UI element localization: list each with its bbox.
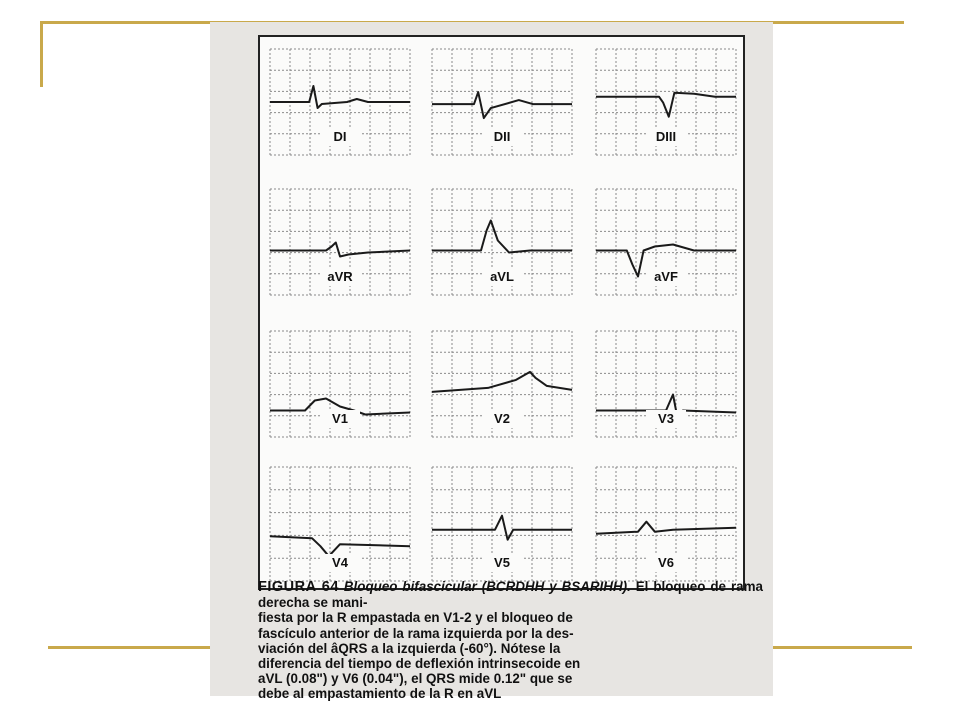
caption-line: viación del âQRS a la izquierda (-60°). Nótese la bbox=[258, 640, 561, 656]
caption-line: fascículo anterior de la rama izquierda por la des- bbox=[258, 625, 574, 641]
caption-line: fiesta por la R empastada en V1-2 y el bloqueo de bbox=[258, 610, 573, 626]
ecg-trace bbox=[596, 522, 736, 534]
decorative-left-line bbox=[40, 21, 43, 87]
figure-label: FIGURA 64 bbox=[258, 579, 339, 595]
ecg-lead-panel bbox=[432, 331, 572, 437]
lead-label: V1 bbox=[332, 411, 348, 426]
lead-label: aVL bbox=[490, 269, 514, 284]
ecg-lead-panel bbox=[270, 49, 410, 155]
ecg-trace bbox=[432, 221, 572, 253]
figure-caption bbox=[258, 579, 763, 702]
ecg-lead-panel bbox=[270, 189, 410, 295]
lead-label: DI bbox=[333, 129, 347, 144]
ecg-lead-panel bbox=[270, 467, 410, 581]
ecg-trace bbox=[432, 92, 572, 118]
ecg-lead-panel bbox=[432, 189, 572, 295]
ecg-lead-panel bbox=[596, 467, 736, 581]
caption-line: debe al empastamiento de la R en aVL bbox=[258, 686, 502, 702]
lead-label: DII bbox=[493, 129, 511, 144]
ecg-trace bbox=[432, 516, 572, 540]
caption-line: diferencia del tiempo de deflexión intrinsecoide en bbox=[258, 656, 581, 672]
ecg-lead-panel bbox=[596, 331, 736, 437]
ecg-trace bbox=[270, 86, 410, 108]
ecg-lead-panel bbox=[596, 189, 736, 295]
caption-line: El bloqueo de rama derecha se mani- bbox=[258, 579, 763, 611]
lead-label: aVF bbox=[654, 269, 678, 284]
caption-line: aVL (0.08") y V6 (0.04"), el QRS mide 0.12" que se bbox=[258, 671, 573, 687]
lead-label: V6 bbox=[658, 555, 674, 570]
figure-title: Bloqueo bifascicular (BCRDHH y BSARIHH). bbox=[343, 579, 631, 594]
ecg-trace bbox=[432, 372, 572, 392]
lead-label: aVR bbox=[327, 269, 353, 284]
ecg-figure bbox=[258, 35, 745, 590]
ecg-trace bbox=[270, 243, 410, 257]
lead-label: V2 bbox=[494, 411, 510, 426]
ecg-lead-panel bbox=[596, 49, 736, 155]
ecg-panels bbox=[260, 37, 743, 588]
scanned-figure bbox=[210, 22, 773, 702]
ecg-lead-panel bbox=[270, 331, 410, 437]
ecg-trace bbox=[270, 536, 410, 556]
lead-label: V3 bbox=[658, 411, 674, 426]
ecg-lead-panel bbox=[432, 49, 572, 155]
lead-label: DIII bbox=[655, 129, 677, 144]
lead-label: V5 bbox=[494, 555, 510, 570]
lead-label: V4 bbox=[332, 555, 348, 570]
ecg-lead-panel bbox=[432, 467, 572, 581]
